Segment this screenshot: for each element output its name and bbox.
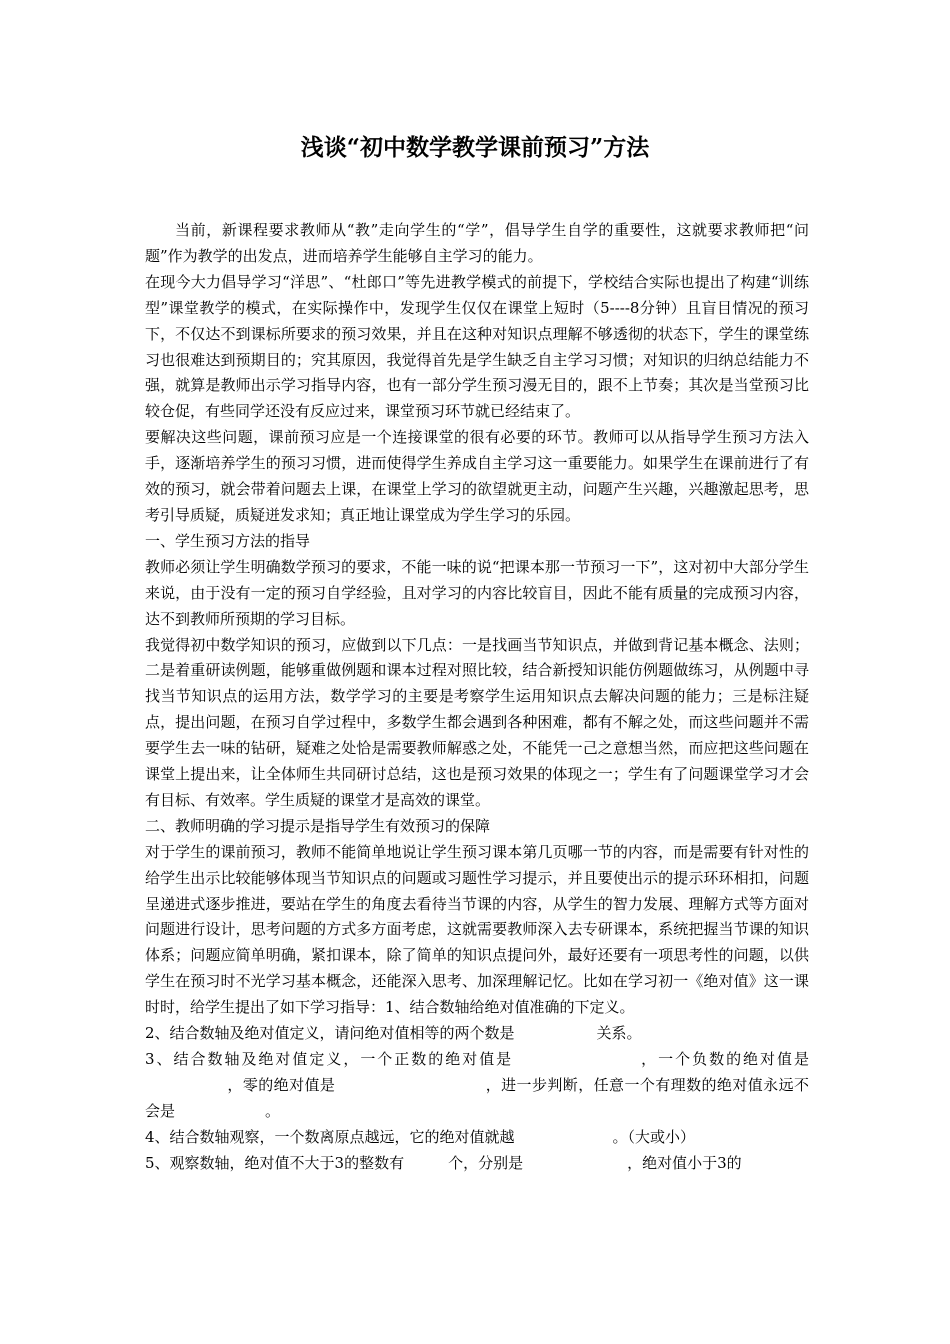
exercise-item-2 bbox=[145, 1021, 809, 1047]
exercise-text: 3、结合数轴及绝对值定义，一个正数的绝对值是 bbox=[145, 1050, 514, 1068]
exercise-text: 4、结合数轴观察，一个数离原点越远，它的绝对值就越 bbox=[145, 1127, 515, 1146]
paragraph-requirements: 教师必须让学生明确数学预习的要求，不能一味的说“把课本那一节预习一下”，这对初中大部分学生来说，由于没有一定的预习自学经验，且对学习的内容比较盲目，因此不能有质量的完成预习内容，达不到教师所预期的学习目标。 bbox=[145, 557, 809, 628]
paragraph-teacher-tips: 对于学生的课前预习，教师不能简单地说让学生预习课本第几页哪一节的内容，而是需要有针对性的给学生出示比较能够体现当节知识点的问题或习题性学习提示，并且要使出示的提示环环相扣，问题呈递进式逐步推进，要站在学生的角度去看待当节课的内容，从学生的智力发展、理解方式等方面对问题进行设计，思考问题的方式多方面考虑，这就需要教师深入去专研课本，系统把握当节课的知识体系；问题应简单明确，紧扣课本，除了简单的知识点提问外，最好还要有一项思考性的问题，以供学生在预习时不光学习基本概念，还能深入思考、加深理解记忆。比如在学习初一《绝对值》这一课时时，给学生提出了如下学习指导：1、结合数轴给绝对值准确的下定义。 bbox=[145, 842, 809, 1017]
document-body bbox=[145, 218, 809, 1177]
exercise-text: ，一个负数的绝对值是 bbox=[639, 1050, 809, 1068]
exercise-item-5 bbox=[145, 1151, 809, 1177]
exercise-item-3 bbox=[145, 1047, 809, 1125]
paragraph-background: 在现今大力倡导学习“洋思”、“杜郎口”等先进教学模式的前提下，学校结合实际也提出了构建“训练型”课堂教学的模式，在实际操作中，发现学生仅仅在课堂上短时（5----8分钟）且盲目情况的预习下，不仅达不到课标所要求的预习效果，并且在这种对知识点理解不够透彻的状态下，学生的课堂练习也很难达到预期目的；究其原因，我觉得首先是学生缺乏自主学习习惯；对知识的归纳总结能力不强，就算是教师出示学习指导内容，也有一部分学生预习漫无目的，跟不上节奏；其次是当堂预习比较仓促，有些同学还没有反应过来，课堂预习环节就已经结束了。 bbox=[145, 272, 809, 421]
exercise-text: 2、结合数轴及绝对值定义，请问绝对值相等的两个数是 bbox=[145, 1024, 515, 1043]
document-title: 浅谈“初中数学教学课前预习”方法 bbox=[300, 134, 650, 161]
paragraph-methods: 我觉得初中数学知识的预习，应做到以下几点：一是找画当节知识点，并做到背记基本概念、法则；二是着重研读例题，能够重做例题和课本过程对照比较，结合新授知识能仿例题做练习，从例题中寻找当节知识点的运用方法，数学学习的主要是考察学生运用知识点去解决问题的能力；三是标注疑点，提出问题，在预习自学过程中，多数学生都会遇到各种困难，都有不解之处，而这些问题并不需要学生去一味的钻研，疑难之处恰是需要教师解惑之处，不能凭一己之意想当然，而应把这些问题在课堂上提出来，让全体师生共同研讨总结，这也是预习效果的体现之一；学生有了问题课堂学习才会有目标、有效率。学生质疑的课堂才是高效的课堂。 bbox=[145, 635, 809, 809]
exercise-text: 5、观察数轴，绝对值不大于3的整数有 bbox=[145, 1153, 405, 1172]
exercise-text: ，绝对值小于3的 bbox=[627, 1153, 742, 1172]
exercise-item-4 bbox=[145, 1125, 809, 1151]
exercise-text: ，进一步判断，任意一个有理数的绝对值永远不会是 bbox=[145, 1075, 809, 1120]
exercise-text: 个，分别是 bbox=[448, 1153, 524, 1172]
exercise-text: ，零的绝对值是 bbox=[227, 1075, 336, 1094]
exercise-text: 关系。 bbox=[596, 1024, 642, 1043]
exercise-text: 。（大或小） bbox=[612, 1127, 696, 1146]
exercise-text: 。 bbox=[265, 1101, 281, 1120]
paragraph-intro: 当前，新课程要求教师从“教”走向学生的“学”，倡导学生自学的重要性，这就要求教师把“问题”作为教学的出发点，进而培养学生能够自主学习的能力。 bbox=[145, 221, 809, 265]
paragraph-solution: 要解决这些问题，课前预习应是一个连接课堂的很有必要的环节。教师可以从指导学生预习方法入手，逐渐培养学生的预习习惯，进而使得学生养成自主学习这一重要能力。如果学生在课前进行了有效的预习，就会带着问题去上课，在课堂上学习的欲望就更主动，问题产生兴趣，兴趣激起思考，思考引导质疑，质疑迸发求知；真正地让课堂成为学生学习的乐园。 bbox=[145, 428, 809, 524]
section-heading-1: 一、学生预习方法的指导 bbox=[145, 531, 311, 550]
section-heading-2: 二、教师明确的学习提示是指导学生有效预习的保障 bbox=[145, 816, 491, 835]
